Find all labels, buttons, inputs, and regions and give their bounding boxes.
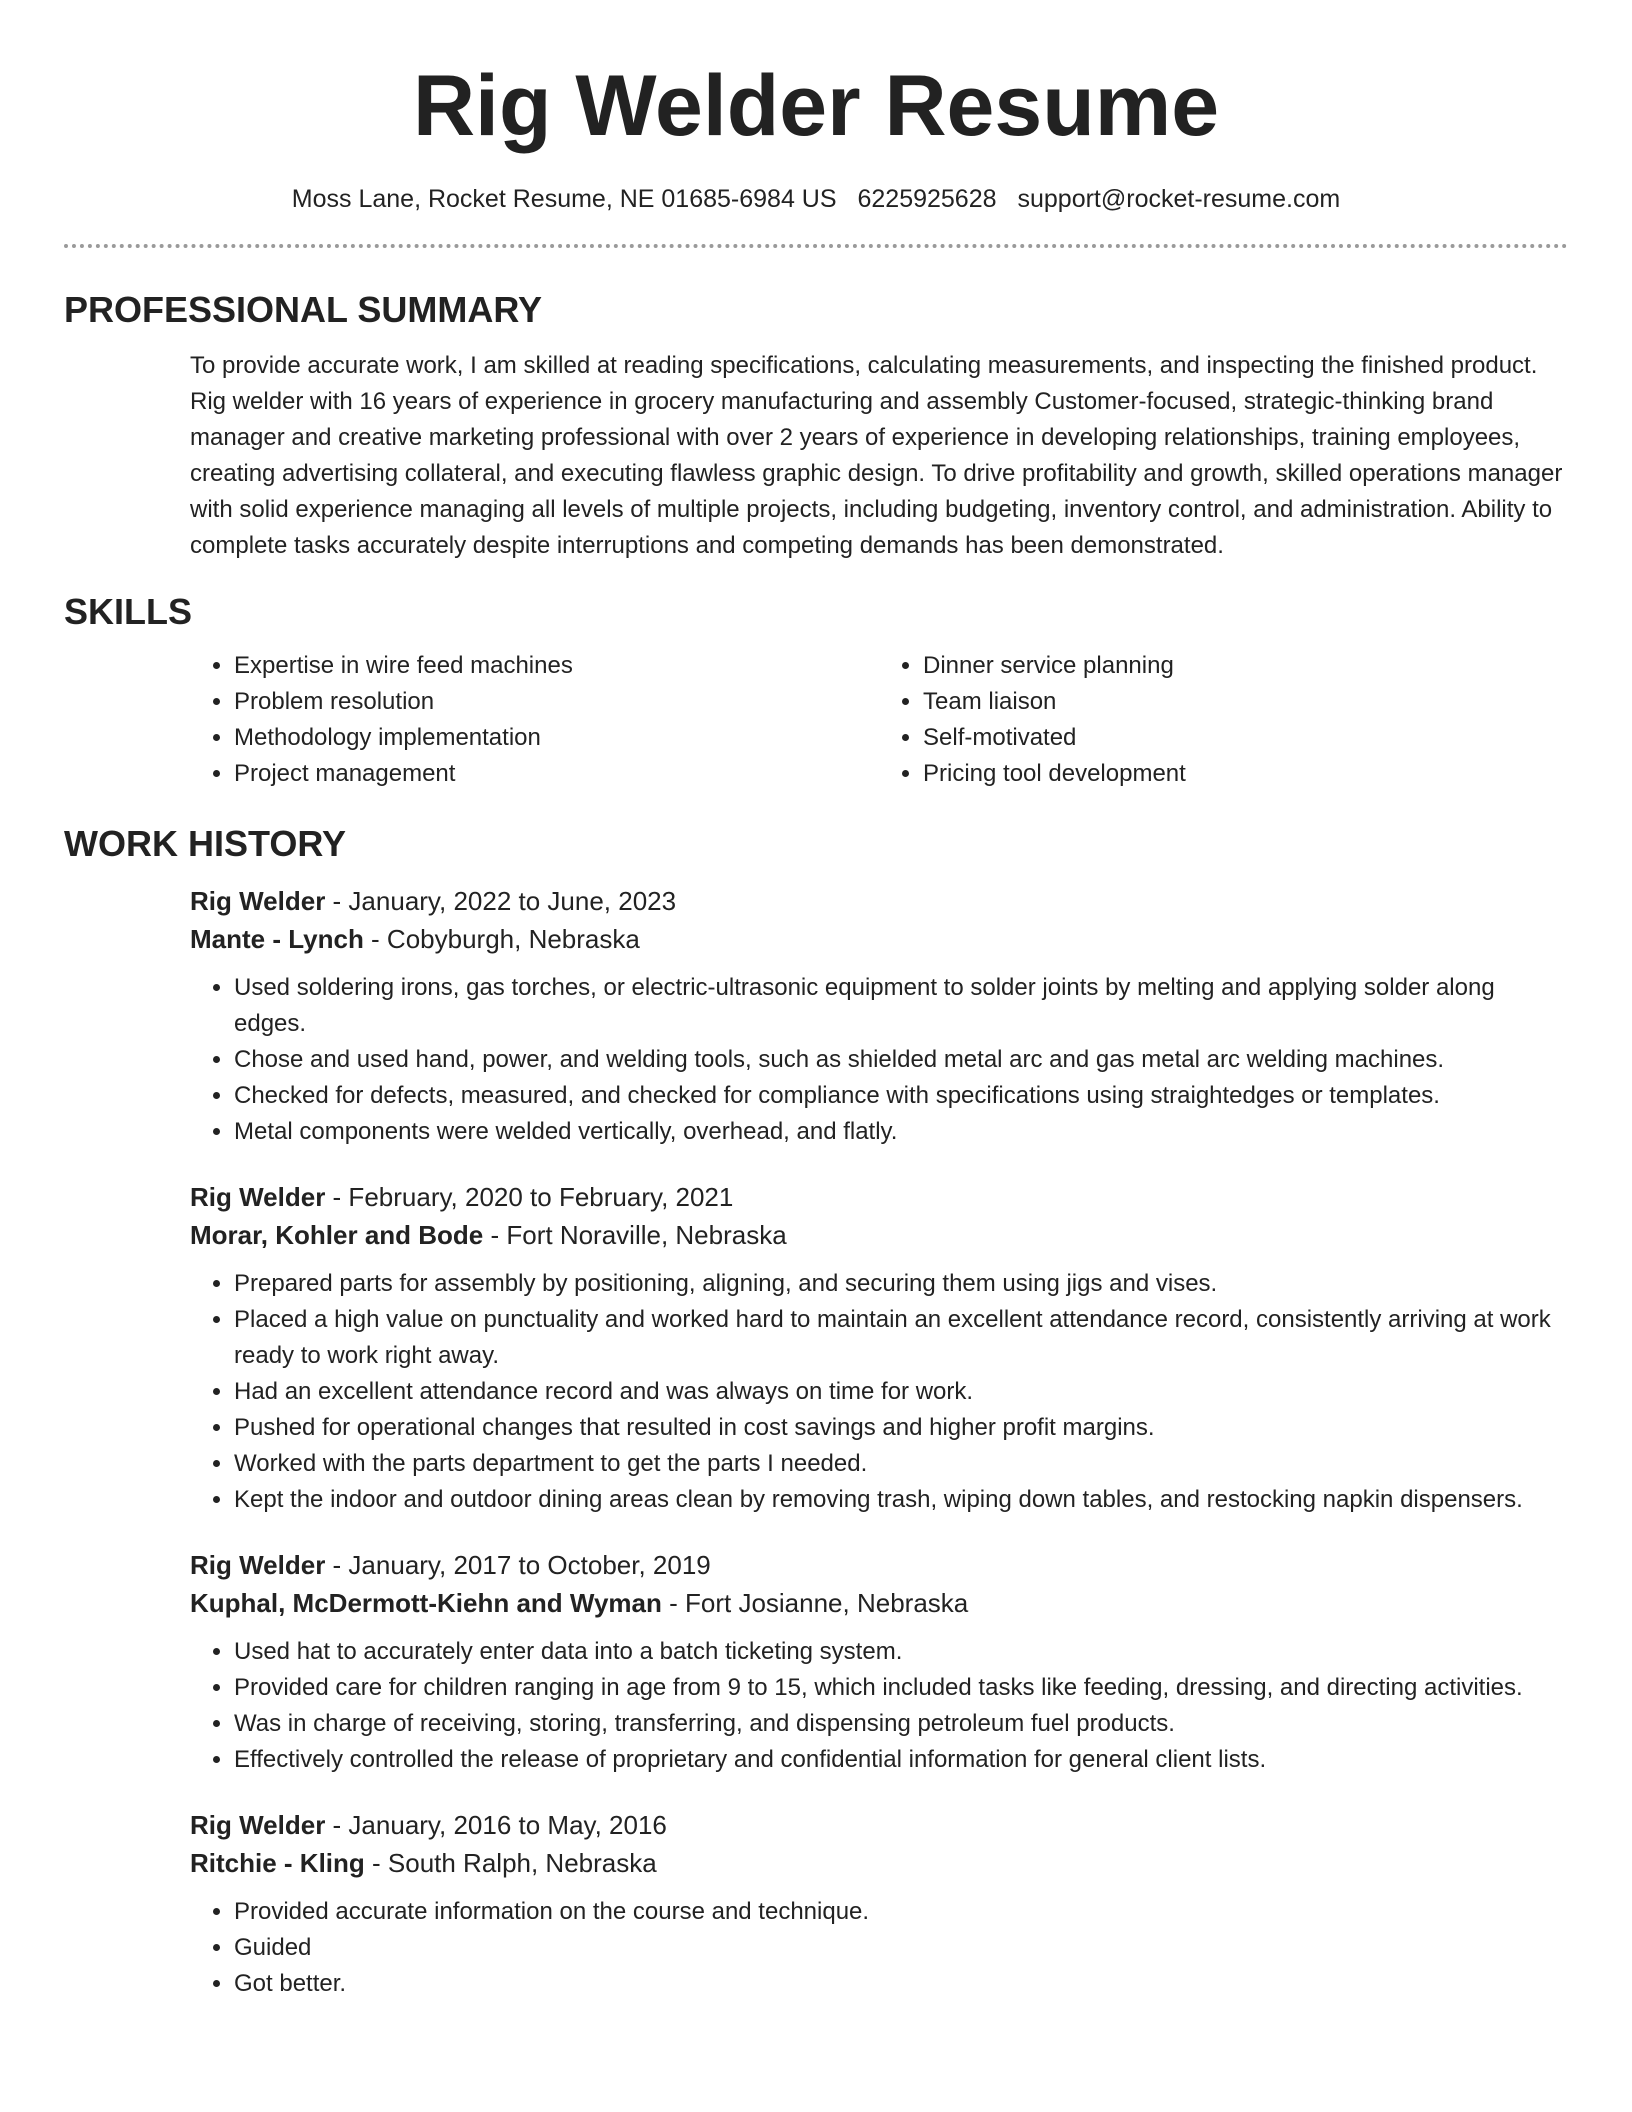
skill-item: • Project management: [234, 756, 879, 792]
job-bullets: [190, 1634, 1568, 1778]
job-location: - Cobyburgh, Nebraska: [363, 924, 640, 954]
job-bullet: • Kept the indoor and outdoor dining areas clean by removing trash, wiping down tables, and restocking napkin dispensers.: [234, 1482, 1568, 1518]
skills-grid: [64, 648, 1568, 792]
job-company-line: [190, 1844, 1568, 1882]
job-bullet: • Used hat to accurately enter data into a batch ticketing system.: [234, 1634, 1568, 1670]
job-bullet: • Got better.: [234, 1966, 1568, 2002]
job-company-line: [190, 1584, 1568, 1622]
job-title-line: [190, 1178, 1568, 1216]
job-entry: [64, 882, 1568, 1150]
job-bullet: • Had an excellent attendance record and was always on time for work.: [234, 1374, 1568, 1410]
job-dates: - January, 2016 to May, 2016: [325, 1810, 667, 1840]
job-title-line: [190, 1806, 1568, 1844]
skill-item: • Expertise in wire feed machines: [234, 648, 879, 684]
skill-item: • Methodology implementation: [234, 720, 879, 756]
job-bullet: • Pushed for operational changes that resulted in cost savings and higher profit margins.: [234, 1410, 1568, 1446]
job-location: - South Ralph, Nebraska: [364, 1848, 657, 1878]
job-bullets: [190, 1266, 1568, 1518]
job-title: Rig Welder: [190, 1810, 326, 1840]
skills-section: [64, 590, 1568, 792]
skill-item: • Team liaison: [923, 684, 1568, 720]
job-dates: - January, 2017 to October, 2019: [325, 1550, 711, 1580]
job-entry: [64, 1806, 1568, 2002]
skill-item: • Problem resolution: [234, 684, 879, 720]
skill-item: • Self-motivated: [923, 720, 1568, 756]
contact-email: support@rocket-resume.com: [1017, 185, 1341, 213]
job-company: Kuphal, McDermott-Kiehn and Wyman: [190, 1588, 662, 1618]
job-bullets: [190, 970, 1568, 1150]
job-bullet: • Effectively controlled the release of proprietary and confidential information for general client lists.: [234, 1742, 1568, 1778]
job-bullet: • Used soldering irons, gas torches, or electric-ultrasonic equipment to solder joints by melting and applying solder along edges.: [234, 970, 1568, 1042]
summary-section: [64, 288, 1568, 564]
header-divider: [64, 244, 1568, 248]
summary-heading: PROFESSIONAL SUMMARY: [64, 289, 543, 330]
job-bullet: • Prepared parts for assembly by positioning, aligning, and securing them using jigs and vises.: [234, 1266, 1568, 1302]
page-title: Rig Welder Resume: [412, 58, 1220, 154]
job-location: - Fort Noraville, Nebraska: [483, 1220, 787, 1250]
skills-list-right: [879, 648, 1568, 792]
job-title-line: [190, 1546, 1568, 1584]
job-location: - Fort Josianne, Nebraska: [661, 1588, 969, 1618]
job-title: Rig Welder: [190, 1550, 326, 1580]
contact-phone: 6225925628: [857, 185, 997, 213]
job-bullet: • Chose and used hand, power, and welding tools, such as shielded metal arc and gas metal arc welding machines.: [234, 1042, 1568, 1078]
job-entry: [64, 1178, 1568, 1518]
job-title: Rig Welder: [190, 886, 326, 916]
work-section: [64, 822, 1568, 2002]
skills-heading: SKILLS: [64, 591, 193, 632]
job-bullet: • Was in charge of receiving, storing, transferring, and dispensing petroleum fuel products.: [234, 1706, 1568, 1742]
job-company: Mante - Lynch: [190, 924, 364, 954]
job-company-line: [190, 1216, 1568, 1254]
job-company: Morar, Kohler and Bode: [190, 1220, 484, 1250]
job-bullet: • Provided care for children ranging in age from 9 to 15, which included tasks like feeding, dressing, and directing activities.: [234, 1670, 1568, 1706]
skills-list-left: [190, 648, 879, 792]
job-bullet: • Placed a high value on punctuality and worked hard to maintain an excellent attendance record, consistently arriving at work ready to work right away.: [234, 1302, 1568, 1374]
contact-address: Moss Lane, Rocket Resume, NE 01685-6984 US: [291, 185, 837, 213]
job-entry: [64, 1546, 1568, 1778]
job-company: Ritchie - Kling: [190, 1848, 365, 1878]
skill-item: • Dinner service planning: [923, 648, 1568, 684]
job-bullet: • Metal components were welded vertically, overhead, and flatly.: [234, 1114, 1568, 1150]
work-heading: WORK HISTORY: [64, 823, 347, 864]
job-bullet: • Provided accurate information on the course and technique.: [234, 1894, 1568, 1930]
job-bullet: • Worked with the parts department to get the parts I needed.: [234, 1446, 1568, 1482]
job-company-line: [190, 920, 1568, 958]
contact-line: [64, 182, 1568, 216]
skill-item: • Pricing tool development: [923, 756, 1568, 792]
job-bullet: • Checked for defects, measured, and checked for compliance with specifications using straightedges or templates.: [234, 1078, 1568, 1114]
summary-text: To provide accurate work, I am skilled at reading specifications, calculating measurements, and inspecting the finished product. Rig welder with 16 years of experience in grocery manufacturing and assembly Customer-focused, strategic-thinking brand manager and creative marketing professional with over 2 years of experience in developing relationships, training employees, creating advertising collateral, and executing flawless graphic design. To drive profitability and growth, skilled operations manager with solid experience managing all levels of multiple projects, including budgeting, inventory control, and administration. Ability to complete tasks accurately despite interruptions and competing demands has been demonstrated.: [190, 352, 1563, 559]
job-bullet: • Guided: [234, 1930, 1568, 1966]
job-bullets: [190, 1894, 1568, 2002]
job-title-line: [190, 882, 1568, 920]
job-title: Rig Welder: [190, 1182, 326, 1212]
job-dates: - January, 2022 to June, 2023: [325, 886, 677, 916]
job-dates: - February, 2020 to February, 2021: [325, 1182, 734, 1212]
